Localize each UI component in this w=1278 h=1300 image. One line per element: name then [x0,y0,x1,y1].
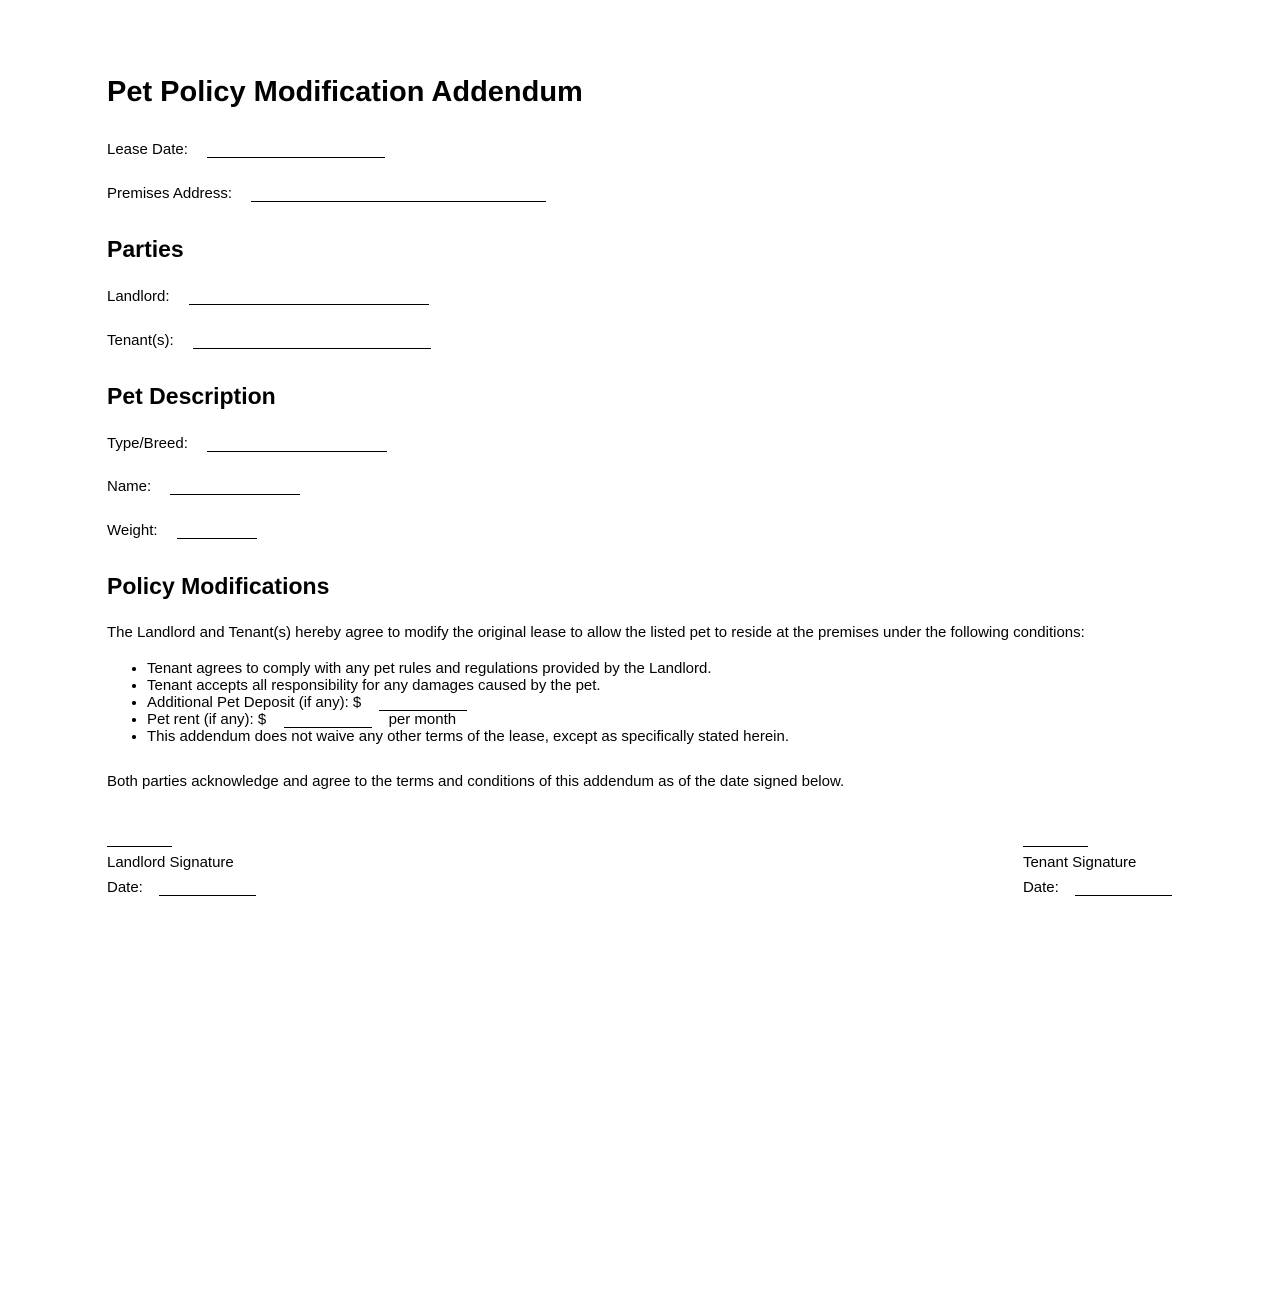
lease-date-blank[interactable] [207,145,385,158]
pet-rent-blank[interactable] [284,715,372,728]
bullet-no-waiver [147,728,1172,745]
weight-row [107,522,1172,539]
landlord-label: Landlord: [107,288,170,306]
tenant-date-label: Date: [1022,878,1059,896]
tenant-signature-block [1023,846,1172,896]
bullet-pet-rules-text: Tenant agrees to comply with any pet rules and regulations provided by the Landlord. [147,659,712,677]
tenants-row [107,332,1172,349]
landlord-signature-block [107,846,256,896]
signature-section [107,846,1172,896]
premises-address-blank[interactable] [251,189,546,202]
landlord-row [107,288,1172,305]
tenant-signature-label: Tenant Signature [1022,853,1137,871]
bullet-pet-rent-text: Pet rent (if any): $ [147,710,267,728]
premises-address-label: Premises Address: [107,184,233,202]
tenant-signature-line[interactable] [1023,846,1088,847]
bullet-pet-deposit [147,694,1172,711]
lease-date-row [107,141,1172,158]
policy-modifications-heading: Policy Modifications [107,572,330,599]
bullet-damages-text: Tenant accepts all responsibility for any damages caused by the pet. [147,676,601,694]
weight-blank[interactable] [177,526,257,539]
bullet-damages [147,677,1172,694]
landlord-date-label: Date: [107,878,143,896]
pet-deposit-blank[interactable] [379,698,467,711]
landlord-date-blank[interactable] [159,883,256,896]
tenants-label: Tenant(s): [107,331,174,349]
bullet-pet-rent-suffix: per month [388,710,457,728]
pet-name-label: Name: [107,478,152,496]
landlord-signature-label: Landlord Signature [107,853,234,871]
type-breed-label: Type/Breed: [107,435,188,453]
parties-heading: Parties [107,235,184,262]
weight-label: Weight: [107,521,158,539]
lease-date-label: Lease Date: [107,141,188,159]
landlord-date-row [107,879,256,896]
type-breed-blank[interactable] [207,439,387,452]
pet-name-blank[interactable] [170,482,300,495]
bullet-no-waiver-text: This addendum does not waive any other terms of the lease, except as specifically stated herein. [147,727,790,745]
tenant-date-row [1023,879,1172,896]
tenants-blank[interactable] [193,336,431,349]
premises-address-row [107,185,1172,202]
acknowledgement-text: Both parties acknowledge and agree to the terms and conditions of this addendum as of the date signed below. [107,772,845,790]
policy-intro: The Landlord and Tenant(s) hereby agree to modify the original lease to allow the listed pet to reside at the premises under the following conditions: [107,624,1085,642]
bullet-pet-rules [147,660,1172,677]
type-breed-row [107,435,1172,452]
policy-bullet-list [107,660,1172,745]
pet-name-row [107,478,1172,495]
landlord-signature-line[interactable] [107,846,172,847]
bullet-pet-rent [147,711,1172,728]
pet-description-heading: Pet Description [107,382,276,409]
page-title: Pet Policy Modification Addendum [107,76,583,108]
bullet-pet-deposit-text: Additional Pet Deposit (if any): $ [147,693,362,711]
tenant-date-blank[interactable] [1075,883,1172,896]
landlord-blank[interactable] [189,292,429,305]
